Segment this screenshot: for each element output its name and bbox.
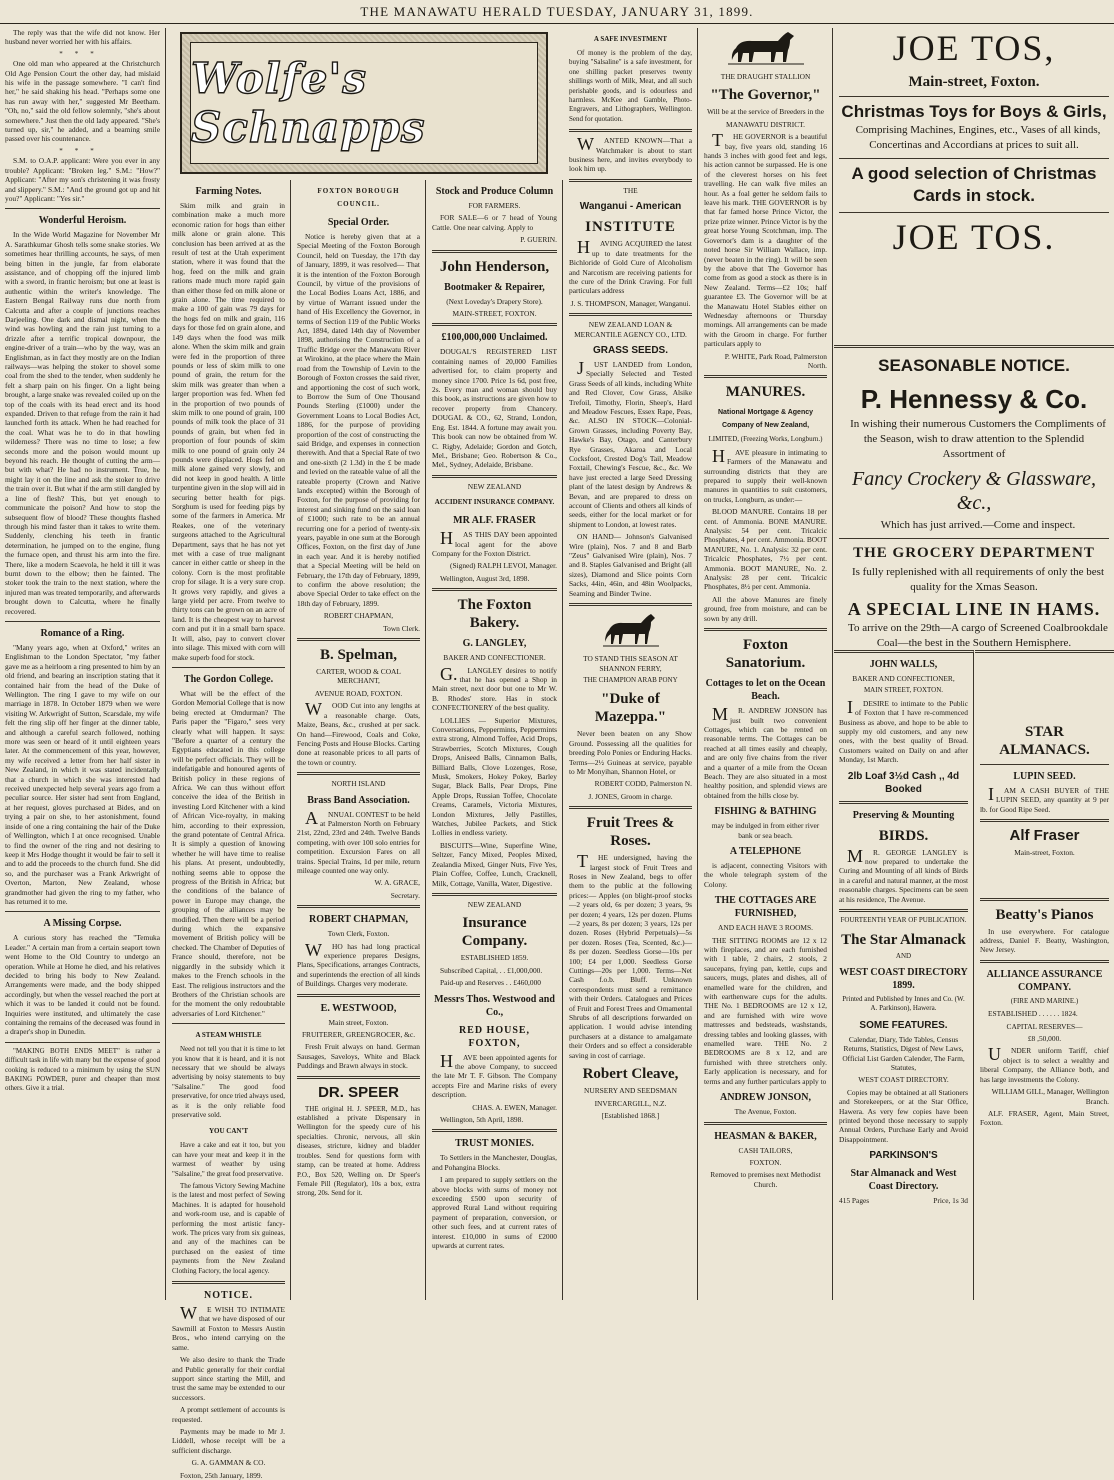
schnapps-banner [180, 32, 548, 174]
ad-text: Never been beaten on any Show Ground. Possessing all the qualities for breeding Polo Ponies or Enduring Hacks. Terms—2½ Guineas at service, payable to Mr Monyihan, Shannon Hotel, or [569, 729, 692, 776]
rule [980, 960, 1109, 963]
ad-text: "MAKING BOTH ENDS MEET" is rather a difficult task in life with many but the expense of good cooking is reduced to a minimum by using the SUN BAKING POWDER, purer and cheaper than most others. Give it a trial. [5, 1046, 160, 1093]
ad-heading: Preserving & Mounting [852, 809, 955, 821]
article-heading: A Missing Corpse. [43, 918, 122, 930]
ad-text: LOLLIES — Superior Mixtures, Conversations, Peppermints, Peppermints extra strong, Almond Toffee, Acid Drops, Strawberries, Scotch Mixtures, Cough Drops, Aniseed Balls, Cinnamon Balls, Billiard Balls, Clove Lozenges, Rose, Musk, Smokers, Hokey Pokey, Barley Sugar, Black Balls, Pear Drops, Pine Apple Drops, Russian Toffee, Chocolate Creams, Caramels, Victoria Mixtures, London Mixtures, Jelly Pastilles, Watches, Jubilee Packets, and Stick Lollies in endless variety. [432, 715, 557, 838]
ad-subheading: Town Clerk, Foxton. [327, 929, 390, 939]
ad-heading: A STEAM WHISTLE [195, 1031, 262, 1040]
rule [839, 538, 1109, 539]
column-7 [834, 650, 974, 1300]
ad-text: I am prepared to supply settlers on the above blocks with sums of money not exceeding £500 upon security of approved Rural Land without requiring payment of preparation, conversion, or other such fees, and at current rates of interest. £10,000 in sums of £2000 upwards at current rates. [432, 1175, 557, 1251]
ad-heading: FISHING & BATHING [714, 806, 817, 818]
rule [432, 588, 557, 591]
rule [5, 621, 160, 622]
ad-heading: ANDREW JONSON, [720, 1092, 811, 1104]
rule [569, 129, 692, 132]
ad-heading: John Henderson, [439, 258, 550, 275]
ad-heading: ROBERT CHAPMAN, [309, 914, 408, 926]
separator-stars: *** [59, 49, 106, 58]
rule [432, 1129, 557, 1132]
rule [980, 819, 1109, 822]
ad-signature: P. GUERIN. [520, 235, 557, 245]
ad-signature: Secretary. [390, 890, 420, 900]
almanack-price: Price, 1s 3d [933, 1196, 968, 1206]
joe-tos-advert [834, 28, 1114, 368]
ad-text: ANNUAL CONTEST to be held at Palmerston North on February 21st, 22nd, 23rd and 24th. Twelve Bands competing, with over 100 solo entries for competition. Excursion Fares on all trains. Special Trains, 1d per mile, return mileage counted one way only. [297, 807, 420, 875]
ad-text: To arrive on the 29th—A cargo of Screened Coalbrookdale Coal—the best in the Southern Hemisphere. [848, 622, 1108, 649]
ad-subheading: NORTH ISLAND [331, 779, 386, 789]
column-3 [292, 180, 426, 1300]
ad-subheading: CASH TAILORS, [738, 1145, 793, 1155]
ad-text: HAS THIS DAY been appointed local agent for the above Company for the Foxton District. [432, 528, 557, 558]
ad-text: Calendar, Diary, Tide Tables, Census Returns, Statistics, Digest of New Laws, Official List Garden Calender, The Farm, Statutes, [842, 1034, 965, 1072]
ad-heading: A good selection of Christmas Cards in stock. [851, 164, 1097, 205]
ad-text: HAVING ACQUIRED the latest up to date treatments for the Bichloride of Gold Cure of Alcoholism and Narcotism are receiving patients for the cure of the Drink Craving. For full particulars address [569, 237, 692, 296]
rule [980, 898, 1109, 901]
ad-address: Main street, Foxton. [328, 1017, 389, 1027]
ad-subheading: LIMITED, (Freezing Works, Longburn.) [708, 435, 823, 444]
notice-heading: NOTICE. [204, 1290, 253, 1302]
ad-heading: TRUST MONIES. [455, 1138, 534, 1150]
ad-text: To Settlers in the Manchester, Douglas, and Pohangina Blocks. [432, 1153, 557, 1172]
notice-text: A prompt settlement of accounts is requested. [172, 1405, 285, 1424]
ad-heading: JOHN WALLS, [869, 659, 938, 670]
ad-heading: Messrs Thos. Westwood and Co., [434, 993, 555, 1018]
article-text: What will be the effect of the Gordon Memorial College that is now being erected at Omdurman? The Paris paper the "Figaro," sees very clearly what will happen. It says: "Before a quarter of a century the Egyptians educated in this college will be perfect officials. They will be indefatigable and honoured agents of British policy in these regions of Africa. We can thus without effort conceive the idea of the British in investing Lord Kitchener with a kind of African Vice-royalty, in making him, according to their expression, the grand potentate of Central Africa. It is simply a question of knowing whether he will have time to realise his plans. At present, undoubtedly, nothing seems able to oppose the progress of the British in Africa; but the conditions of the balance of power in Europe may change, the grouping of the alliances may be modified. Then there will be a period during which the expansive movement of British policy will be checked. The Chamber of Deputies of France should, therefore, not be niggardly in the subsidy which it makes to the French schools in the East. The religious instructors and the Brothers of the Christian schools are for the moment the only redoubtable adversaries of Lord Kitchener." [172, 688, 285, 1018]
ad-heading: Beatty's Pianos [995, 906, 1094, 923]
banner-frame [190, 42, 538, 164]
banner-title: Wolfe's Schnapps [191, 54, 426, 152]
ad-subheading: NEW ZEALAND LOAN & MERCANTILE AGENCY CO., LTD. [574, 320, 687, 339]
rule [5, 208, 160, 209]
ad-text: IDESIRE to intimate to the Public of Foxton that I have re-commenced Business as above, and hope to be able to supply my old customers, and any new ones, with the best quality of Bread. Customers waited on Daily on and after Monday, 1st March. [839, 696, 968, 765]
ad-heading: THE COTTAGES ARE FURNISHED, [714, 895, 817, 920]
ad-heading: PARKINSON'S [869, 1150, 938, 1162]
rule [569, 603, 692, 606]
ad-signature: ROBERT CODD, Palmerston N. [594, 779, 692, 789]
ad-heading: RED HOUSE, FOXTON, [458, 1024, 531, 1049]
ad-text: WOOD Cut into any lengths at a reasonable charge. Oats, Maize, Beans, &c., crushed at per sack. On hand—Firewood, Coals and Coke, Fencing Posts and House Blocks. Carting done at reasonable prices to all parts of the town or country. [297, 699, 420, 767]
ad-heading: Robert Cleave, [582, 1066, 679, 1083]
ad-heading: Fruit Trees & Roses. [586, 815, 675, 850]
ad-text: ESTABLISHED 1859. [460, 953, 529, 963]
ad-text: [Established 1868.] [601, 1110, 660, 1120]
ad-subheading: G. LANGLEY, [462, 638, 527, 650]
rule [704, 375, 827, 378]
ad-text: Copies may be obtained at all Stationers and Storekeepers, or at the Star Office, Hawera. As very few copies have been printed beyond those necessary to supply Annual Orders, Purchase Early and Avoid Disappointment. [839, 1087, 968, 1144]
masthead [0, 4, 1114, 24]
ad-heading: GRASS SEEDS. [592, 344, 669, 356]
rule [172, 1023, 285, 1024]
ad-heading: MANURES. [725, 384, 806, 401]
ad-text: DOUGAL'S REGISTERED LIST containing names of 20,000 Families advertised for, to claim property and money since 1700. Price 1s 6d, post free, 2s. Every man and woman should buy this book, as instructions are given how to recover property from Chancery. DOUGAL & CO., 62, Strand, London, Eng. Est. 1844. A fortune may await you. This book can now be obtained from W. C. Rigby, Adelaide; Gordon and Gotch, Mel., Brisbane; Geo. Robertson & Co., Mel., Sydney, Adelaide, Brisbane. [432, 347, 557, 470]
ad-heading: A SPECIAL LINE IN HAMS. [847, 599, 1101, 619]
article-text: The reply was that the wife did not know. Her husband never worried her with his affairs. [5, 28, 160, 47]
column-6 [699, 28, 833, 1300]
ad-text: ESTABLISHED . . . . . . 1824. [988, 1009, 1078, 1019]
ad-text: (Next Loveday's Drapery Store). [446, 296, 543, 306]
ad-text: THE GOVERNOR is a beautiful bay, five years old, standing 16 hands 3 inches with good feet and legs, his action cannot be surpassed. He is one of the cleverest horses on his feet travelling. He can walk five miles an hour. As a foal getter he seldom fails to leave his mark. THE GOVERNOR is by that far famed horse Prince Victor, the prize prize winner. Prince Victor is by the great horse Young Scotchman, imp. The Governor's dam is a daughter of the noted horse Sir William Wallace, imp. (never beaten in the ring). It will be seen by the above that The Governor has come from as good a stock as there is in New Zealand. Terms—£2 10s; half guarantee £3. The Governor will be at the Manawatu Hotel Stables either on Wednesday afternoons or Thursday mornings. All arrangements can be made with the Groom in charge. For further particulars apply to [704, 130, 827, 349]
ad-text: WHO has had long practical experience prepares Designs, Plans, Specifications, arranges Contracts, and superintends the erection of all kinds of Buildings. Charges very moderate. [297, 939, 420, 989]
ad-text: £8 ,50,000. [1027, 1034, 1062, 1044]
rule [297, 905, 420, 908]
ad-text: THE undersigned, having the largest stock of Fruit Trees and Roses in New Zealand, begs to offer them to the public at the following prices:— Apples (on blight-proof stocks—2 years old, 6s per dozen; 3 years, 9s per dozen; 4 years, 12s per dozen. Plums—2 years, 8s per dozen; 3 years, 12s per dozen. Roses (Hybrid Perpetuals)—5s per dozen. Roses (Tea, Scented, &c.)—8s per dozen. Seedless Gorse—10s per 100; £4 per 1,000. Seedless Gorse Cuttings—20s per 1,000. Terms—Net Cash f.o.b. Bluff. Unknown correspondents must send a remittance with their Orders. Catalogues and Prices of Fruit and Forest Trees and Ornamental Shrubs of all descriptions forwarded on application. I would advise intending purchasers at a distance to amalgamate their Orders and so effect a considerable saving in cost of carriage. [569, 851, 692, 1060]
rule [297, 1076, 420, 1079]
column-1 [0, 28, 166, 1300]
ad-heading: INSTITUTE [585, 219, 676, 236]
rule [297, 994, 420, 997]
ad-text: Need not tell you that it is time to let you know that it is heard, and it is not necessary that we should be always advertising by noisy statements to buy "Salsaline." The good food preservative, for once tried always used, as it is the only reliable food preservative sold. [172, 1045, 285, 1119]
ad-text: JUST LANDED from London, Specially Selected and Tested Grass Seeds of all kinds, including White and Red Clover, Cow Grass, Alsike Trefoil, Timothy, Florin, Sheep's, Hard and Meadow Fescues, Essex Rape, Peas, &c. ALSO IN STOCK—Colonial-Grown Grasses, including Poverty Bay, Hawke's Bay, Otago, and Canterbury Rye Grasses, Akaroa and Local Cocksfoot, Crested Dog's Tail, Meadow Foxtail, Chewing's Fescue, &c., &c. We have just erected a large Seed Dressing plant of the latest design by Andrews & Bevan, and are prepared to dress on account of Clients and others all kinds of seeds, either for the local market or for shipment to London, at lowest rates. [569, 357, 692, 529]
ad-text: Notice is hereby given that at a Special Meeting of the Foxton Borough Council, held on Tuesday, the 17th day of January, 1899, it was resolved— That it is the intention of the Foxton Borough Council, by virtue of the provisions of the Local Bodies Loans Act, 1886, and by virtue of Warrant issued under the hand of His Excellency the Governor, in terms of Section 119 of the Public Works Act, 1894, dated 14th day of November 1898, authorising the Construction of a Traffic Bridge over the Manawatu River at Wirokino, at the place where the Main road from the Township of Levin to the Borough of Foxton crosses the said river, and apportioning the cost of such work, to Borrow the Sum of One Thousand Pounds Sterling (£1000) under the Government Loans to Local Bodies Act, 1886, for the purpose of providing proportion of the cost of constructing the said Bridge, and expenses in connection therewith. And that a Special Rate of two and one-sixth (2 1.3d) in the £ be made and levied on the rateable value of all the rateable property (Crown and Native lands excepted) within the Borough of Foxton, for the purpose of providing for interest and sinking fund on the said loan of £1000; such rate to be an annual recurring one for a period of twenty-six years, payable in one sum at the Borough Offices, Foxton, on the first day of June in each year. And it is hereby notified that a Special Meeting will be held on February, the 17th day of February, 1899, to confirm the above resolution; the above Special Order to take effect on the 18th day of February, 1899. [297, 232, 420, 608]
rule [839, 801, 968, 804]
ad-heading: WEST COAST DIRECTORY 1899. [839, 966, 968, 991]
article-heading: The Gordon College. [183, 673, 274, 685]
rule [839, 96, 1109, 97]
ad-subheading: NEW ZEALAND [467, 481, 522, 491]
ad-heading: DR. SPEER [318, 1083, 399, 1101]
ad-heading: Christmas Toys for Boys & Girls, [841, 102, 1107, 121]
rule [297, 638, 420, 641]
ad-signature: ALF. FRASER, Agent, Main Street, Foxton. [980, 1108, 1109, 1128]
rule [432, 475, 557, 478]
column-4 [427, 180, 563, 1300]
separator-stars: *** [59, 146, 106, 155]
ad-heading: Brass Band Association. [307, 794, 410, 806]
rule [569, 313, 692, 316]
ad-text: BISCUITS—Wine, Superfine Wine, Seltzer, Fancy Mixed, Peoples Mixed, Zealandia Mixed, Ginger Nuts, Five Yes, Plain Coffee, Coffee, Lunch, Cracknell, Milk, Cottage, Vanilla, Water, Digestive. [432, 840, 557, 888]
ad-text: WANTED KNOWN—That a Watchmaker is about to start business here, and invites everybody to look him up. [569, 134, 692, 174]
ad-subheading: AND [895, 951, 912, 960]
ad-address: Main-street, Foxton. [1014, 848, 1075, 858]
article-text: In the Wide World Magazine for November Mr A. Sarathkumar Ghosh tells some snake stories. We sometimes hear thrilling accounts, he says, of men being bitten in the jungle, far from elaborate assistance, and of chopping off the injured limb with a sword, in frantic heroism; but one at least is authentic within the writer's knowledge. The Eastern Bengal Railway runs due north from Calcutta and after a couple of junctions reaches Darjeeling. One dark and dismal night, when the wind was howling and the rain just turning to a drizzle after a terrific tropical downpour, the engine-driver of a train—who by the way, was an Englishman, as in fact they mostly are on the Indian railways—was helping the stoker to shovel some coal from the shed to the tender, when suddenly he felt a sharp pain on his finger. On a light being brought, a large snake was revealed coiled up on the top of the coals with its head erect and its hood expanded. Driven to that refuge from the rain it had launched forth its attack. When he had reached for the coal. What was he to do in that howling wilderness? There was no time to lose; a few seconds more and the poison would mount up beyond his reach. He thought of cutting the arm—but with what? He had no instrument. True, he might lay it on the line and ask the stoker to drive the train over it. But what if the arm still dangled by a line of flesh? This, but yet enough to communicate the poison? And how to stop the subsequent flow of blood? These thoughts flashed through his mind faster than it takes to write them. Suddenly, clenching his teeth in frantic determination, he jumped on to the engine, flung the furnace open, and thrust his arm into the fire. There, like a modern Scaevola, he held it till it was burnt down to the elbow; then he fainted. The stoker took the train to the next station, where the injured man was treated temporarily, and afterwards brought down to Calcutta, where he finally recovered. [5, 230, 160, 616]
ad-subheading: WEST COAST DIRECTORY. [858, 1075, 949, 1085]
article-text: One old man who appeared at the Christchurch Old Age Pension Court the other day, had mislaid his wife in the passage somewhere. "I can't find her," he said shaking his head. "Perhaps some one has run away with her," suggested Mr Beetham. "Oh, no," said the old fellow solemnly, "she's about somewhere." Just then the old lady appeared. "She's turned up, sir," he added, and a beaming smile passed over his countenance. [5, 59, 160, 144]
notice-text: We also desire to thank the Trade and Public generally for their cordial support since starting the Mill, and trust the same may be extended to our successors. [172, 1355, 285, 1402]
ad-address: MAIN STREET, FOXTON. [863, 686, 944, 695]
article-heading: Farming Notes. [195, 186, 262, 197]
ad-address: INVERCARGILL, N.Z. [594, 1098, 667, 1108]
ad-heading: "The Governor," [710, 87, 821, 104]
ad-text: is adjacent, connecting Visitors with the whole telegraph system of the Colony. [704, 860, 827, 889]
ad-text: BLOOD MANURE. Contains 18 per cent. of Ammonia. BONE MANURE. Analysis: 54 per cent. Tricalcic Phosphates, 4 per cent. Ammonia. BOOT MANURE, No. 1. Analysis: 32 per cent. Tricalcic Phosphates, 7½ per cent. Ammonia. BOOT MANURE, No. 2. Analysis: 28 per cent. Tricalcic Phosphates, 8½ per cent. Ammonia. [704, 507, 827, 592]
ad-heading: MR ALF. FRASER [453, 515, 536, 527]
ad-heading: "Duke of Mazeppa." [594, 691, 667, 726]
article-heading: Romance of a Ring. [40, 627, 125, 639]
ad-heading: BIRDS. [878, 827, 929, 844]
ad-signature: J. S. THOMPSON, Manager, Wanganui. [570, 298, 691, 308]
rule [704, 1122, 827, 1125]
ad-text: Of money is the problem of the day, buying "Salsaline" is a safe investment, for one shilling packet preserves twenty shillings worth of Milk, Meat, and all such perishable goods, and is odourless and harmless. McKee and Gamble, Photo-Engravers, and Lithographers, Wellington. Send for quotation. [569, 49, 692, 123]
ad-text: MR. GEORGE LANGLEY is now prepared to undertake the Curing and Mounting of all kinds of Birds in a careful and natural manner, at the most reasonable charges. Specimens can be seen at his residence, The Avenue. [839, 845, 968, 904]
ad-subheading: FOURTEENTH YEAR OF PUBLICATION. [840, 916, 967, 925]
ad-text: G.LANGLEY desires to notify that he has opened a Shop in Main street, next door but one to Mr W. B. Rhodes' store. Has in stock CONFECTIONERY of the best quality. [432, 663, 557, 713]
ad-heading: National Mortgage & Agency Company of New Zealand, [717, 409, 814, 430]
rule [172, 667, 285, 668]
ad-text: Fresh Fruit always on hand. German Sausages, Saveloys, White and Black Puddings and Brawn always in stock. [297, 1042, 420, 1071]
ad-text: CAPITAL RESERVES— [1006, 1021, 1083, 1031]
ad-heading: B. Spelman, [319, 647, 398, 664]
ad-heading: JOE TOS, [892, 28, 1056, 68]
ad-heading: HEASMAN & BAKER, [714, 1130, 817, 1142]
column-5 [564, 28, 698, 1300]
rule [839, 212, 1109, 213]
ad-signature: W. A. GRACE, [374, 878, 420, 888]
masthead-text: THE MANAWATU HERALD TUESDAY, JANUARY 31, 1899. [360, 4, 754, 19]
ad-text: ON HAND— Johnson's Galvanised Wire (plain), Nos. 7 and 8 and Barb "Zeus" Galvanised Wire (plain), Nos. 7 and 8. Staples Galvanised and Bright (all sizes), Diamond and Slice points Corn Sacks, 44in, 46in, and 48in Woolpacks, Seaming and Binder Twine. [569, 532, 692, 598]
ad-heading: P. Hennessy & Co. [860, 384, 1088, 414]
ad-subheading: Main-street, Foxton. [908, 74, 1040, 90]
article-text: Skim milk and grain in combination make a much more economic ration for hogs than either milk alone or grain alone. This conclusion has been arrived at as the result of test at the Utah experiment station, where it was found that the hog, feed on the milk and grain rations made much more rapid gain than either those fed on milk alone or grain alone. The time required to make a 100 of gain was 79 days for the hogs fed on milk and grain, 116 days for those fed on grain alone, and 149 days when the food was milk alone. When the skim milk and grain were fed in the proportion of three pounds or less of skim milk to one pound of grain, the return for the skim milk was greater than when a larger proportion was fed. When fed in the proportion of two pounds of skim milk to one pound of grain, 100 pounds of milk took the place of 31 pounds of grain, but when fed in proportion of four pounds of skim milk to one pound of grain only 24 pounds were displaced. Hogs fed on milk alone gained very slowly, and did not keep in good health. A little turpentine given in the slop will aid in securing better health for pigs. Sorghum is used for feeding pigs by some of the farmers in America. Mr Reakes, one of the veterinary surgeons attached to the Agricultural Department, says that he has not yet met with a case of true malignant cancer in either cattle or sheep in the colony. Corn is the most profitable crop for silage. It is a very sure crop. It grows very rapidly, and gives a large yield per acre. From twelve to thirty tons can be grown on an acre of land. It is the cheapest way to harvest corn and put it in a small barn space. It will, also, pay to convert clover into silage. This mixed with corn will make superb food for stock. [172, 201, 285, 662]
ad-subheading: Cottages to let on the Ocean Beach. [705, 678, 826, 703]
ad-text: Have a cake and eat it too, but you can have your meat and keep it in the warmest of weather by using "Salsaline," the great food preservative. [172, 1141, 285, 1178]
rule [569, 179, 692, 182]
ad-heading: Wanganui - American [579, 201, 682, 213]
ad-signature: WILLIAM GILL, Manager, Wellington Branch. [991, 1087, 1109, 1106]
ad-heading: Foxton Sanatorium. [725, 637, 806, 672]
hennessy-advert [834, 345, 1114, 649]
article-text: "Many years ago, when at Oxford," writes an Englishman to the London Spectator, "my father gave me as a heirloom a ring presented to him by an old friend, and bearing an inscription stating that it contained hair from the head of the Duke of Wellington. The ring I gave to my wife on our marriage in 1878. In October 1879 when we were visiting W. Arkwright of Sutton, Scarsdale, my wife felt the ring slip off her finger at the dinner table, and although a careful search followed, nothing more was seen or heard of it until eighteen years later. At the commencement of this year, however, my wife received a letter from her half sister in New Zealand, in which it was stated incidentally that a church in which she was interested had received unexpected help several years ago from a peculiar source. Her sister had sent from England, at her request, gloves purchased at Bides, and on trying a pair on she, to her astonishment, found inside of one a ring containing the hair of the Duke of Wellington, which I at once recognised. Unable to find the owner of the ring and not desiring to keep it Mrs Hodge thought it would be fair to sell it and to add the proceeds to the church fund. She did so, and the purchaser was a Frank Arkwright of Overton, Marton, New Zealand, whose grandmother had given the ring to my father, who has returned it to me. [5, 642, 160, 906]
article-heading: Wonderful Heroism. [38, 215, 127, 227]
ad-heading: ALLIANCE ASSURANCE COMPANY. [986, 968, 1103, 993]
ad-signature: J. JONES, Groom in charge. [588, 791, 673, 801]
ad-text [839, 1196, 968, 1205]
notice-signature: G. A. GAMMAN & CO. [191, 1458, 266, 1468]
ad-text: Which has just arrived.—Come and inspect. [880, 519, 1076, 531]
ad-heading: SOME FEATURES. [859, 1019, 948, 1031]
ad-heading: JOE TOS. [892, 217, 1056, 257]
ad-text: THE original H. J. SPEER, M.D., has established a private Dispensary in Wellington for the speedy cure of his specialties. Chronic, nervous, all skin diseases, stricture, kidney and bladder troubles. Send for questions form with stamp, can be treated at home. Address P.O., Box 520, Welling on. Dr Speer's Female Pill (Regulator), 10s a box, extra strong, 20s. Send for it. [297, 1104, 420, 1198]
ad-heading: ACCIDENT INSURANCE COMPANY. [434, 498, 555, 507]
rule [569, 806, 692, 809]
ad-heading: The Star Almanack [841, 931, 966, 948]
rule [5, 911, 160, 912]
ad-heading: FOXTON BOROUGH COUNCIL. [317, 187, 400, 208]
almanack-pages: 415 Pages [839, 1196, 870, 1206]
ad-text: Will be at the service of Breeders in the [706, 107, 825, 117]
ad-signature: ROBERT CHAPMAN, [323, 611, 394, 621]
ad-subheading: AND EACH HAVE 3 ROOMS. [718, 923, 813, 933]
ad-heading: The Foxton Bakery. [457, 597, 532, 632]
ad-text: Is fully replenished with all requirements of only the best quality for the Xmas Season. [851, 566, 1105, 593]
ad-subheading: THE DRAUGHT STALLION [720, 72, 811, 81]
ad-signature: CHAS. A. EWEN, Manager. [472, 1102, 557, 1112]
rule [5, 1042, 160, 1043]
ad-subheading: Bootmaker & Repairer, [444, 281, 545, 293]
ad-text: The famous Victory Sewing Machine is the latest and most perfect of Sewing Machines. It is adapted for household and work-room use, and is capable of performing the most artistic fancy-work. The prices vary from six guineas, and any of the machines can be purchased on the easiest of time payments from the New Zealand Clothing Factory, the local agency. [172, 1182, 285, 1275]
ad-heading: E. WESTWOOD, [320, 1002, 397, 1014]
article-text: S.M. to O.A.P. applicant: Were you ever in any trouble? Applicant: "Broken leg." S.M.: "How?" Applicant: "After my son's christening it was frosty and slippery." S.M.: "And the ground got up and hit you?" Applicant: "Yes sir." [5, 156, 160, 203]
ad-subheading: NURSERY AND SEEDSMAN [584, 1086, 677, 1096]
ad-subheading: FRUITERER, GREENGROCER, &c. [301, 1030, 416, 1040]
ad-text: Removed to premises next Methodist Church. [710, 1170, 821, 1189]
ad-text: IAM A CASH BUYER of THE LUPIN SEED, any quantity at 9 per lb. for Good Ripe Seed. [980, 784, 1109, 814]
ad-heading: Star Almanack and West Coast Directory. [850, 1168, 957, 1193]
ad-text: Subscribed Capital, . . £1,000,000. [440, 965, 543, 975]
stallion-illustration [726, 30, 806, 70]
ad-text: Paid-up and Reserves . . £460,000 [440, 978, 541, 988]
notice-date: Foxton, 25th January, 1899. [180, 1470, 263, 1480]
rule [432, 893, 557, 896]
ad-text: All the above Manures are finely ground, free from moisture, and can be sown by any drill. [704, 594, 827, 623]
rule [839, 909, 968, 912]
rule [839, 158, 1109, 159]
ad-text: HAVE pleasure in intimating to Farmers of the Manawatu and surrounding districts that they are prepared to supply their well-known manures in quantities to suit customers, on trucks, Longburn, as under:— [704, 445, 827, 504]
ad-subheading: (FIRE AND MARINE.) [1010, 996, 1079, 1005]
ad-address: FOXTON. [749, 1157, 782, 1167]
ad-subheading: CARTER, WOOD & COAL MERCHANT, [316, 667, 401, 686]
ad-heading: Stock and Produce Column [435, 186, 554, 197]
ad-heading: £100,000,000 Unclaimed. [441, 332, 548, 344]
column-2 [167, 180, 291, 1480]
ad-heading: LUPIN SEED. [1013, 771, 1076, 782]
rule [432, 323, 557, 326]
column-8 [975, 650, 1114, 1300]
ad-text: In wishing their numerous Customers the Compliments of the Season, wish to draw attention to the Splendid Assortment of [850, 418, 1106, 460]
notice-text: Payments may be made to Mr J. Liddell, whose receipt will be a sufficient discharge. [172, 1426, 285, 1455]
article-text: A curious story has reached the "Temuka Leader." A certain man from a certain seaport town went Home to the Old Country to undergo an operation. While at Home he died, and his relatives decided to bring his body to New Zealand. Arrangements were made, and the body shipped accordingly, but when the vessel reached the port at which it was to be landed it could not be found. Inquiries were instituted, and ultimately the case containing the remains of the deceased was found in a draper's shop in Dunedin. [5, 933, 160, 1037]
ad-subheading: THE CHAMPION ARAB PONY [583, 675, 678, 684]
ad-text: FOR SALE—6 or 7 head of Young Cattle. One near calving. Apply to [432, 213, 557, 232]
ad-date: Wellington, 5th April, 1898. [440, 1114, 524, 1124]
ad-heading: SEASONABLE NOTICE. [878, 356, 1070, 375]
rule [704, 628, 827, 631]
ad-subheading: TO STAND THIS SEASON AT SHANNON FERRY, [583, 654, 678, 673]
ad-heading: Special Order. [327, 217, 390, 228]
ad-text: THE SITTING ROOMS are 12 x 12 with fireplaces, and are each furnished with 1 table, 2 chairs, 2 stools, 2 saucepans, frying pan, kettle, cups and saucers, mugs, plates and dishes, all of enamelled ware for the children, and with earthenware cups for the adults. THE No. 1 BEDROOMS are 12 x 12, and are furnished with wire wove mattresses and bedsteads, washstands, dressing tables and looking glasses, with enamelled ware. THE No. 2 BEDROOMS are 8 x 12, and are furnished with three stretchers only. Early application is necessary, and for terms and any further particulars apply to [704, 935, 827, 1086]
rule [980, 764, 1109, 765]
ad-text: HAVE been appointed agents for the above Company, to succeed the late Mr T. F. Gibson. The Company accepts Fire and Marine risks of every description. [432, 1050, 557, 1100]
pony-illustration [601, 610, 661, 652]
ad-heading: Insurance Company. [461, 915, 528, 950]
ad-heading: YOU CAN'T [208, 1127, 249, 1136]
ad-text: Comprising Machines, Engines, etc., Vases of all kinds, Concertinas and Accordians at prices to suit all. [855, 124, 1101, 151]
ad-heading: A TELEPHONE [729, 845, 802, 857]
ad-heading: Fancy Crockery & Glassware, &c., [851, 468, 1097, 514]
ad-subheading: THE [623, 185, 638, 195]
notice-text: WE WISH TO INTIMATE that we have disposed of our Sawmill at Foxton to Messrs Austin Bros., who intend carrying on the same. [172, 1303, 285, 1352]
rule [432, 250, 557, 253]
ad-text: may be indulged in from either river bank or sea beach. [711, 821, 820, 840]
ad-address: The Avenue, Foxton. [734, 1107, 797, 1117]
ad-text: Printed and Published by Innes and Co. (W. A. Parkinson), Hawera. [842, 994, 965, 1013]
ad-subheading: MANAWATU DISTRICT. [726, 119, 805, 129]
rule [297, 772, 420, 775]
ad-subheading: FOR FARMERS. [468, 201, 521, 210]
ad-heading: 2lb Loaf 3½d Cash ,, 4d Booked [847, 770, 960, 795]
ad-heading: STAR ALMANACS. [999, 724, 1090, 758]
ad-subheading: BAKER AND CONFECTIONER, [852, 674, 955, 683]
ad-heading: A SAFE INVESTMENT [593, 35, 668, 43]
ad-heading: THE GROCERY DEPARTMENT [853, 545, 1095, 561]
ad-address: MAIN-STREET, FOXTON. [452, 309, 537, 319]
ad-text: In use everywhere. For catalogue address, Daniel F. Beatty, Washington, New Jersey. [980, 926, 1109, 955]
ad-signature: (Signed) RALPH LEVOI, Manager. [450, 561, 557, 571]
ad-subheading: NEW ZEALAND [467, 899, 522, 909]
ad-text: UNDER uniform Tariff, chief object is to select a wealthy and liberal Company, the Alliance both, and has large investments the Colony. [980, 1044, 1109, 1084]
ad-subheading: BAKER AND CONFECTIONER. [443, 653, 546, 663]
ad-heading: Alf Fraser [1009, 827, 1080, 845]
ad-date: Wellington, August 3rd, 1898. [440, 573, 530, 583]
ad-signature: P. WHITE, Park Road, Palmerston North. [724, 351, 827, 370]
ad-address: AVENUE ROAD, FOXTON. [314, 688, 403, 698]
ad-signature: Town Clerk. [383, 623, 420, 633]
rule [172, 1281, 285, 1284]
ad-text: MR. ANDREW JONSON has just built two convenient Cottages, which can be rented on reasonable terms. The Cottages can be reached at all times easily and cheaply, and are only five chains from the river and a quarter of a mile from the Ocean Beach. They are also situated in a most healthy position, and splendid views are obtained from the hills close by. [704, 704, 827, 800]
